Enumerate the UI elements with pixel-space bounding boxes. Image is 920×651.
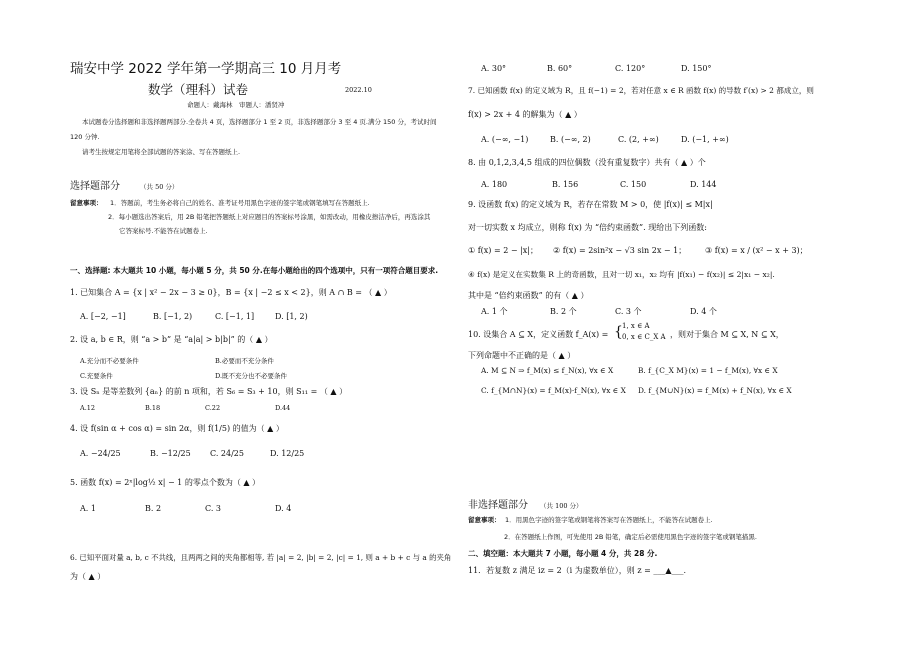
- q3-option-c: C.22: [205, 404, 221, 412]
- question-1: 1. 已知集合 A = {x | x² − 2x − 3 ≥ 0}，B = {x | −2 ≤ x < 2}，则 A ∩ B = （ ▲ ）: [70, 288, 392, 297]
- question-3: 3. 设 Sₙ 是等差数列 {aₙ} 的前 n 项和，若 S₆ = S₃ + 10，则 S₁₁ = （ ▲ ）: [70, 387, 348, 396]
- instructions-line-2: 请考生按规定用笔将全部试题的答案涂、写在答题纸上.: [82, 148, 241, 156]
- part1-note-1: 1．答题前，考生务必将自己的姓名、准考证号用黑色字迹的签字笔或钢笔填写在答题纸上.: [110, 199, 370, 207]
- q1-option-b: B. [−1, 2): [153, 312, 193, 321]
- question-10-cont: ，则对于集合 M ⊆ X, N ⊆ X，: [670, 330, 784, 339]
- q9-option-a: A. 1 个: [481, 307, 508, 316]
- q3-option-d: D.44: [275, 404, 291, 412]
- q9-option-c: C. 3 个: [615, 307, 642, 316]
- q10-option-b: B. f_{C_X M}(x) = 1 − f_M(x), ∀x ∈ X: [638, 366, 778, 375]
- part1-note-2a: 2．每小题选出答案后，用 2B 铅笔把答题纸上对应题目的答案标号涂黑，如需改动，用橡皮擦洁净后，再选涂其: [108, 213, 431, 221]
- q3-option-a: A.12: [80, 404, 96, 412]
- q1-option-d: D. [1, 2): [275, 312, 308, 321]
- part1-note-2b: 它答案标号.不能答在试题卷上.: [119, 227, 208, 235]
- q4-option-d: D. 12/25: [270, 449, 305, 458]
- q7-option-a: A. (−∞, −1): [481, 135, 529, 144]
- q8-option-a: A. 180: [481, 180, 508, 189]
- q1-option-a: A. [−2, −1]: [80, 312, 126, 321]
- question-6-line-2: 为（ ▲ ）: [70, 572, 106, 581]
- exam-date: 2022.10: [345, 86, 372, 94]
- part2-score: （共 100 分）: [540, 502, 583, 510]
- question-2: 2. 设 a, b ∈ R，则 “a > b” 是 “a|a| > b|b|” 的（ ▲ ）: [70, 335, 273, 344]
- q9-function-1: ① f(x) = 2 − |x|；: [468, 246, 538, 255]
- part2-note-1: 1．用黑色字迹的签字笔或钢笔将答案写在答题纸上，不能答在试题卷上.: [505, 516, 713, 524]
- part2-heading: 非选择题部分: [468, 500, 528, 511]
- question-7-line-2: f(x) > 2x + 4 的解集为（ ▲ ）: [468, 110, 582, 119]
- q3-option-b: B.18: [145, 404, 161, 412]
- school-title: 瑞安中学 2022 学年第一学期高三 10 月月考: [70, 61, 342, 77]
- q6-option-d: D. 150°: [681, 64, 712, 73]
- q9-option-b: B. 2 个: [550, 307, 577, 316]
- q6-option-b: B. 60°: [547, 64, 573, 73]
- question-9-line-1: 9. 设函数 f(x) 的定义域为 R，若存在常数 M > 0，使 |f(x)| ≤ M|x|: [468, 200, 713, 209]
- q5-option-a: A. 1: [80, 504, 96, 513]
- part1-heading: 选择题部分: [70, 181, 120, 192]
- question-9-line-3: 其中是 “倍约束函数” 的有（ ▲ ）: [468, 291, 589, 300]
- q6-option-c: C. 120°: [615, 64, 646, 73]
- part2-note-label: 留意事项：: [468, 516, 501, 524]
- instructions-line-1b: 120 分钟.: [70, 133, 100, 141]
- q8-option-c: C. 150: [620, 180, 647, 189]
- q9-function-3: ③ f(x) = x / (x² − x + 3)；: [705, 246, 808, 255]
- question-11: 11．若复数 z 满足 iz = 2（i 为虚数单位），则 z = ___▲___.: [468, 566, 687, 575]
- q7-option-c: C. (2, +∞): [618, 135, 659, 144]
- subject-title: 数学（理科）试卷: [148, 82, 249, 97]
- q5-option-b: B. 2: [145, 504, 162, 513]
- q4-option-b: B. −12/25: [150, 449, 191, 458]
- part1-note-label: 留意事项：: [70, 199, 103, 207]
- q5-option-d: D. 4: [275, 504, 292, 513]
- q4-option-c: C. 24/25: [210, 449, 244, 458]
- q9-function-2: ② f(x) = 2sin²x − √3 sin 2x − 1；: [553, 246, 687, 255]
- section2-heading: 二、填空题：本大题共 7 小题，每小题 4 分，共 28 分.: [468, 549, 658, 558]
- q4-option-a: A. −24/25: [80, 449, 121, 458]
- q10-case-2: 0, x ∈ C_X A: [622, 333, 666, 341]
- q7-option-b: B. (−∞, 2): [550, 135, 591, 144]
- q5-option-c: C. 3: [205, 504, 222, 513]
- question-10-line-2: 下列命题中不正确的是（ ▲ ）: [468, 351, 576, 360]
- question-7-line-1: 7. 已知函数 f(x) 的定义域为 R，且 f(−1) = 2，若对任意 x ∈ R 函数 f(x) 的导数 f′(x) > 2 都成立，则: [468, 86, 814, 95]
- q8-option-b: B. 156: [552, 180, 579, 189]
- q10-option-d: D. f_{M∪N}(x) = f_M(x) + f_N(x), ∀x ∈ X: [638, 386, 792, 395]
- q1-option-c: C. [−1, 1]: [215, 312, 255, 321]
- part2-note-2: 2．在答题纸上作图，可先使用 2B 铅笔，确定后必需使用黑色字迹的签字笔或钢笔描黑.: [504, 533, 757, 541]
- question-6-line-1: 6. 已知平面对量 a, b, c 不共线，且两两之间的夹角都相等, 若 |a| = 2, |b| = 2, |c| = 1, 则 a + b + c 与 a 的夹角: [70, 553, 452, 562]
- q7-option-d: D. (−1, +∞): [681, 135, 729, 144]
- question-5: 5. 函数 f(x) = 2ˣ|log½ x| − 1 的零点个数为（ ▲ ）: [70, 478, 261, 487]
- q9-function-4: ④ f(x) 是定义在实数集 R 上的奇函数，且对一切 x₁，x₂ 均有 |f(x₁) − f(x₂)| ≤ 2|x₁ − x₂|.: [468, 270, 775, 279]
- q2-option-a: A.充分而不必要条件: [80, 357, 139, 365]
- instructions-line-1: 本试题卷分选择题和非选择题两部分.全卷共 4 页，选择题部分 1 至 2 页，非选择题部分 3 至 4 页.满分 150 分，考试时间: [82, 118, 437, 126]
- question-9-line-2: 对一切实数 x 均成立，则称 f(x) 为 “倍约束函数”. 现给出下列函数:: [468, 223, 707, 232]
- question-8: 8. 由 0,1,2,3,4,5 组成的四位偶数（没有重复数字）共有（ ▲ ）个: [468, 158, 706, 167]
- q6-option-a: A. 30°: [481, 64, 507, 73]
- q8-option-d: D. 144: [690, 180, 717, 189]
- part1-score: （共 50 分）: [140, 183, 179, 191]
- q2-option-c: C.充要条件: [80, 372, 113, 380]
- q10-option-c: C. f_{M∩N}(x) = f_M(x)·f_N(x), ∀x ∈ X: [481, 386, 626, 395]
- q2-option-d: D.既不充分也不必要条件: [215, 372, 288, 380]
- question-4: 4. 设 f(sin α + cos α) = sin 2α，则 f(1/5) 的值为（ ▲ ）: [70, 424, 284, 433]
- question-10-def: 10. 设集合 A ⊆ X，定义函数 f_A(x) =: [468, 330, 609, 339]
- q10-case-1: 1, x ∈ A: [622, 322, 650, 330]
- q10-option-a: A. M ⊆ N ⇒ f_M(x) ≤ f_N(x), ∀x ∈ X: [481, 366, 614, 375]
- section1-heading: 一、选择题: 本大题共 10 小题，每小题 5 分，共 50 分.在每小题给出的四个选项中，只有一项符合题目要求.: [70, 266, 439, 275]
- q10-piecewise-brace: {: [614, 324, 623, 340]
- q2-option-b: B.必要而不充分条件: [215, 357, 274, 365]
- q9-option-d: D. 4 个: [690, 307, 717, 316]
- authors-line: 命题人：戴海林 审题人：潘贤冲: [187, 101, 285, 109]
